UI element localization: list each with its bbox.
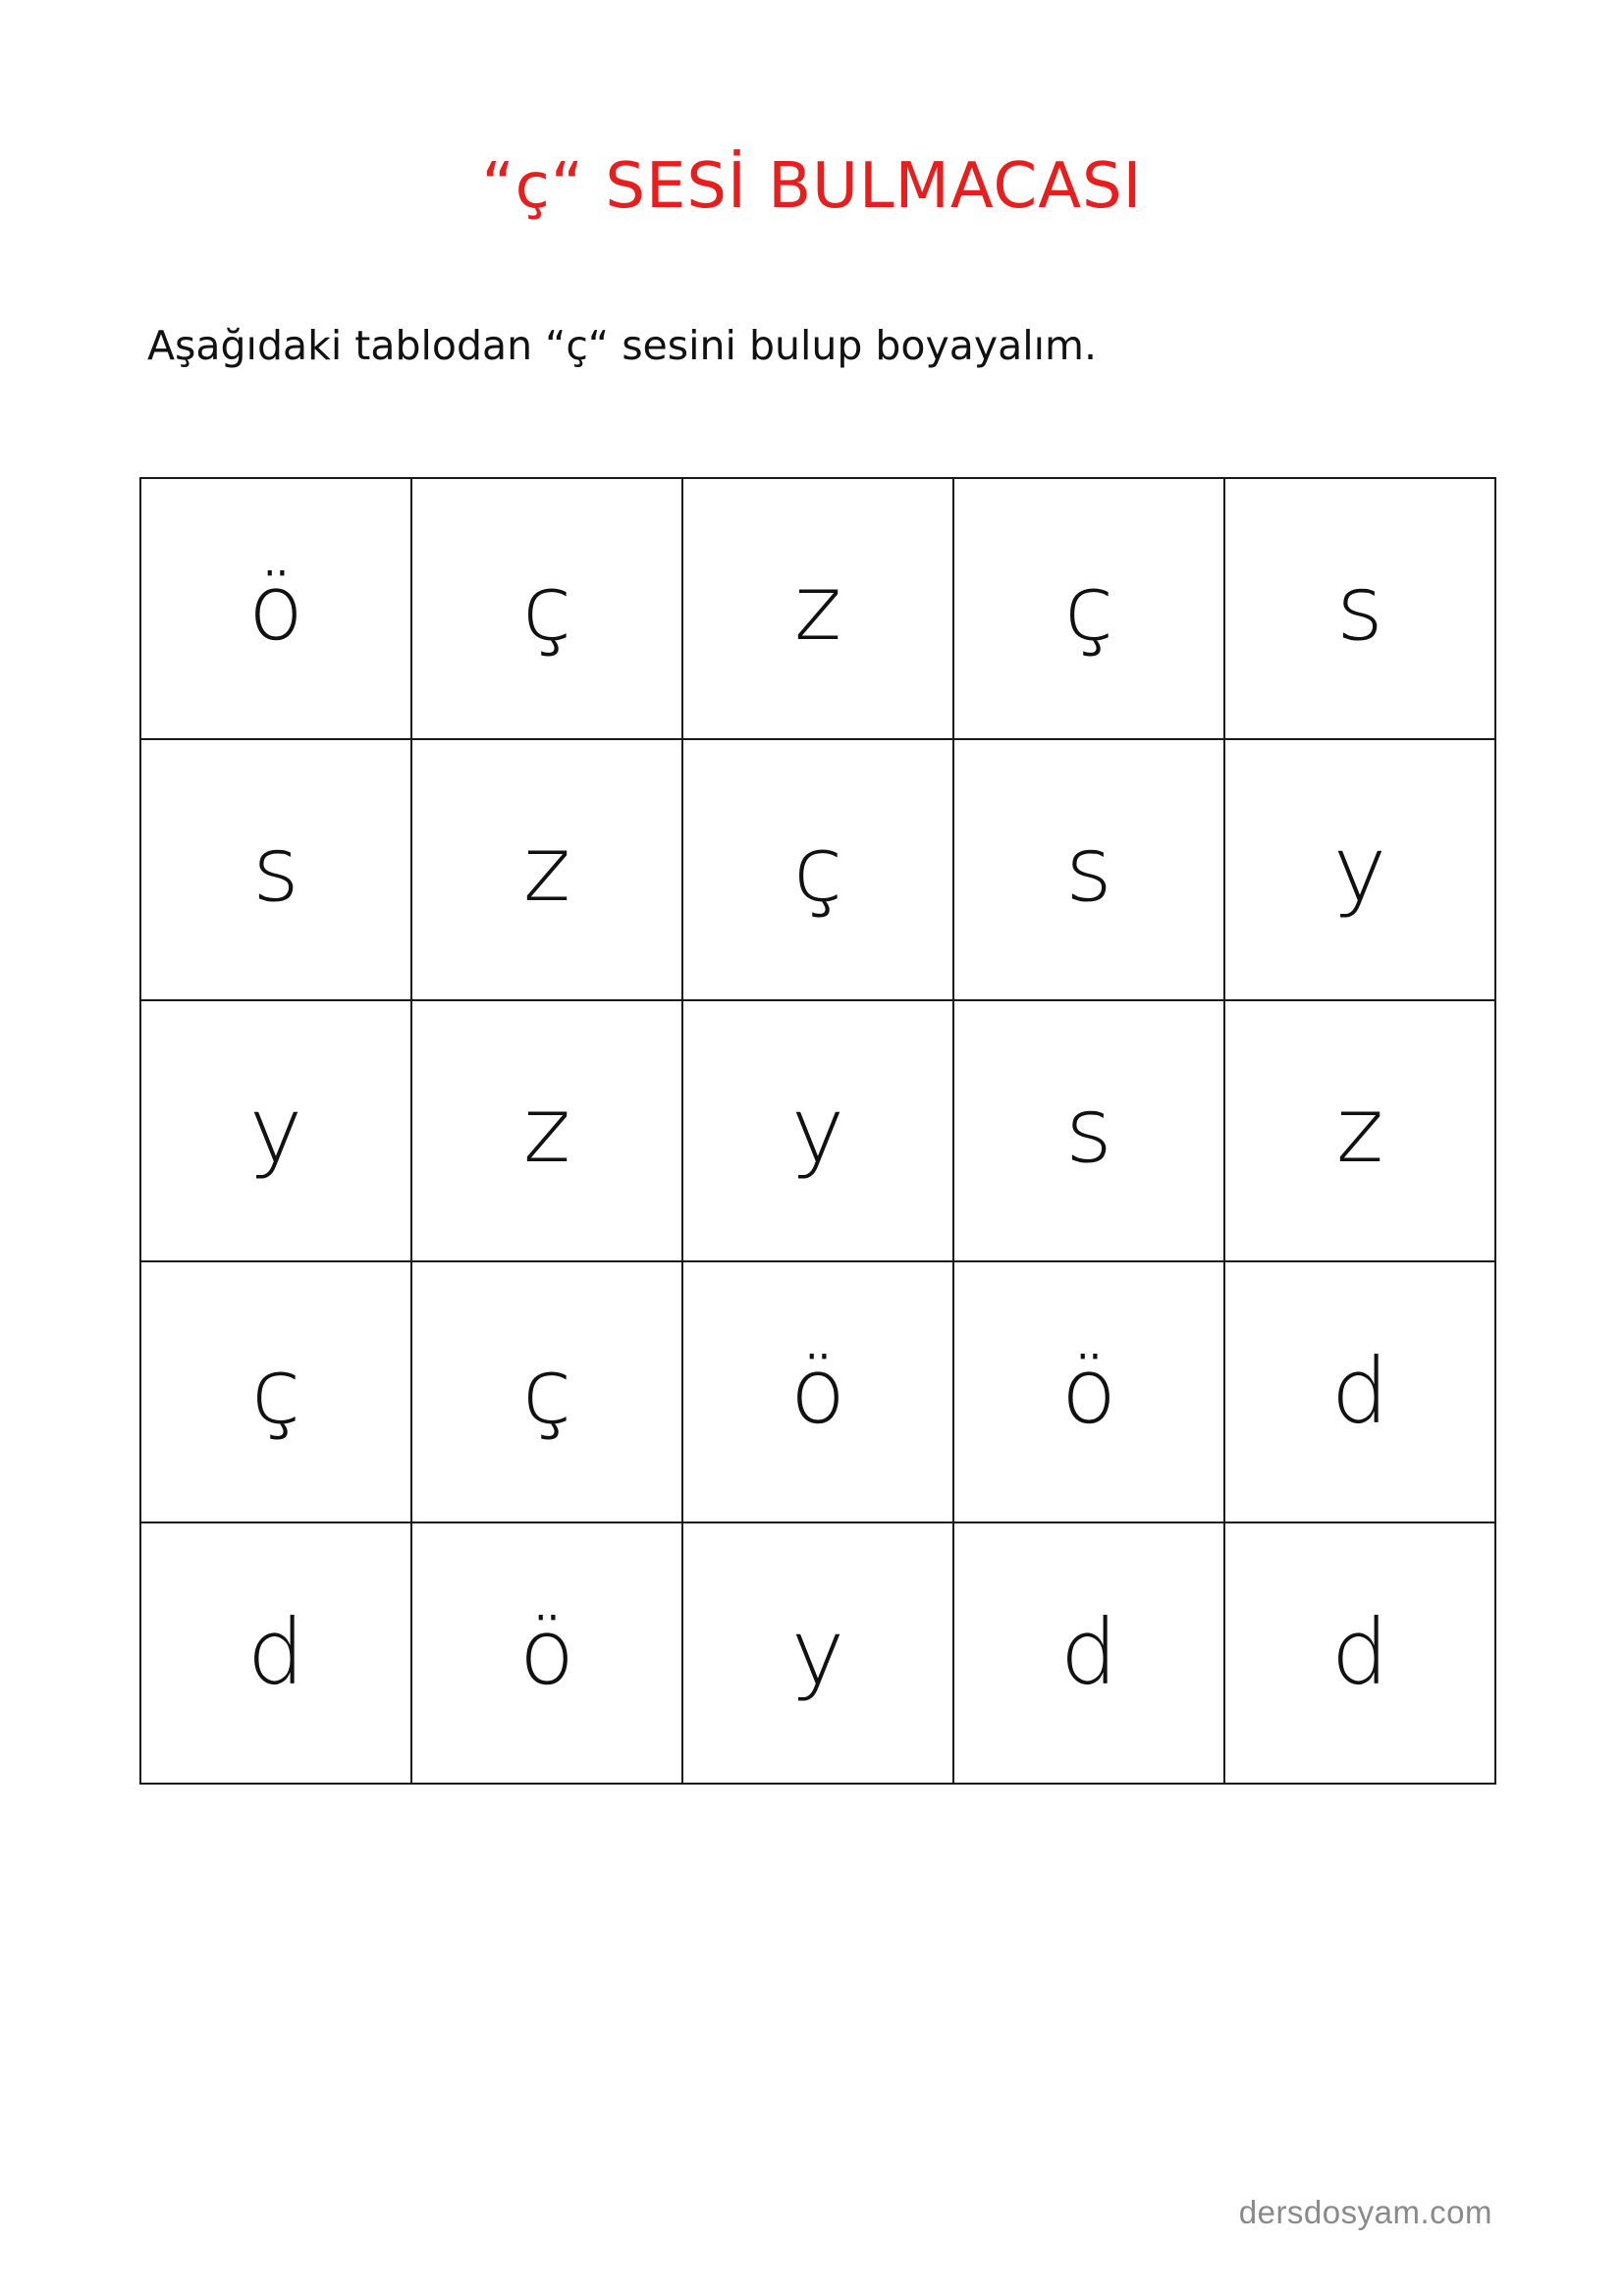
grid-cell[interactable]: s (953, 739, 1224, 1000)
grid-cell[interactable]: y (682, 1522, 953, 1784)
grid-cell[interactable]: y (682, 1000, 953, 1261)
grid-cell[interactable]: ö (682, 1261, 953, 1522)
grid-cell[interactable]: d (953, 1522, 1224, 1784)
grid-cell[interactable]: s (953, 1000, 1224, 1261)
grid-row (140, 1522, 1495, 1784)
grid-cell[interactable]: z (411, 1000, 682, 1261)
grid-cell[interactable]: ö (411, 1522, 682, 1784)
grid-cell[interactable]: ö (953, 1261, 1224, 1522)
grid-cell[interactable]: ç (411, 478, 682, 739)
grid-cell[interactable]: ç (682, 739, 953, 1000)
grid-cell[interactable]: z (682, 478, 953, 739)
grid-cell[interactable]: d (1224, 1261, 1495, 1522)
instruction-text: Aşağıdaki tablodan “ç“ sesini bulup boyayalım. (147, 322, 1098, 369)
page-title: “ç“ SESİ BULMACASI (481, 150, 1143, 223)
grid-cell[interactable]: ç (953, 478, 1224, 739)
grid-cell[interactable]: z (411, 739, 682, 1000)
grid-row (140, 1000, 1495, 1261)
letter-grid (139, 477, 1496, 1785)
grid-cell[interactable]: y (1224, 739, 1495, 1000)
grid-row (140, 478, 1495, 739)
grid-cell[interactable]: s (140, 739, 411, 1000)
grid-cell[interactable]: z (1224, 1000, 1495, 1261)
grid-row (140, 739, 1495, 1000)
grid-cell[interactable]: ç (140, 1261, 411, 1522)
site-watermark: dersdosyam.com (1238, 2194, 1492, 2230)
grid-cell[interactable]: d (140, 1522, 411, 1784)
grid-cell[interactable]: ç (411, 1261, 682, 1522)
grid-cell[interactable]: ö (140, 478, 411, 739)
grid-cell[interactable]: s (1224, 478, 1495, 739)
grid-cell[interactable]: d (1224, 1522, 1495, 1784)
grid-row (140, 1261, 1495, 1522)
grid-cell[interactable]: y (140, 1000, 411, 1261)
